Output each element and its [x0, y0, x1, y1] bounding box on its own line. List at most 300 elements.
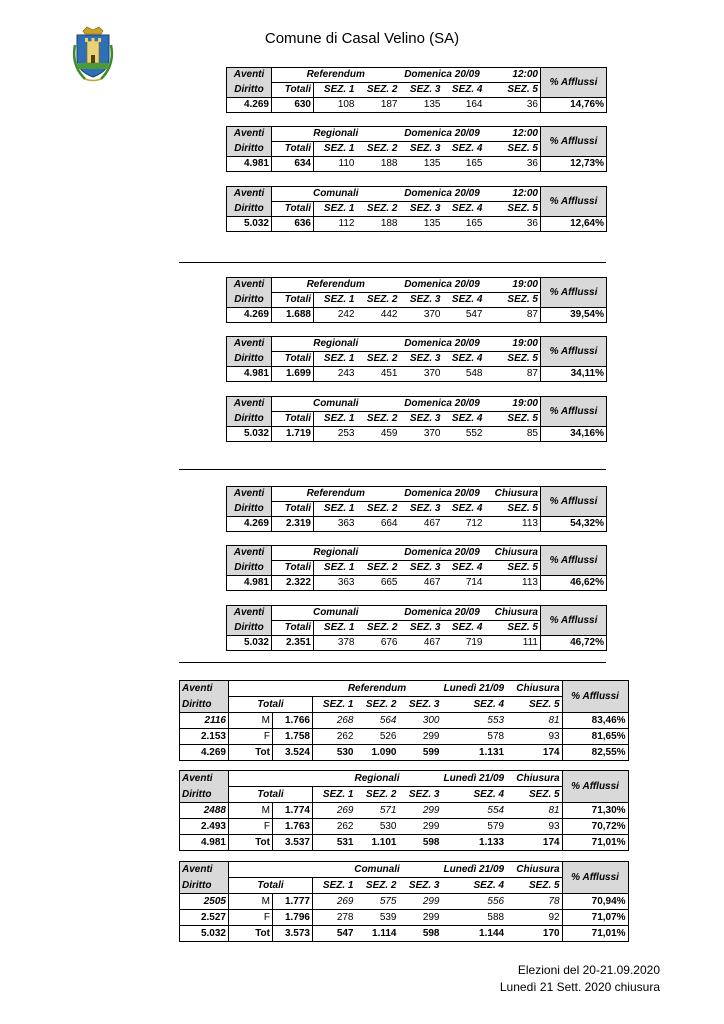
sez3-value: 300 [399, 713, 442, 729]
sez3-label: SEZ. 3 [400, 561, 443, 576]
sez1-value: 253 [314, 427, 357, 442]
aventi-value: 5.032 [227, 636, 272, 651]
total-row [180, 926, 629, 942]
sez4-label: SEZ. 4 [443, 293, 485, 308]
gender-label: M [229, 894, 273, 910]
sez4-label: SEZ. 4 [443, 83, 485, 98]
sez2-value: 187 [357, 98, 400, 113]
diritto-label: Diritto [227, 561, 272, 576]
aventi-value: 5.032 [227, 217, 272, 232]
sez4-value: 165 [443, 157, 485, 172]
totali-label: Totali [229, 787, 313, 803]
sez1-value: 268 [313, 713, 356, 729]
sez1-label: SEZ. 1 [314, 502, 357, 517]
sez3-value: 598 [399, 835, 442, 851]
sez1-value: 530 [313, 745, 356, 761]
afflussi-label: % Afflussi [541, 187, 607, 217]
diritto-label: Diritto [180, 697, 229, 713]
sez4-label: SEZ. 4 [442, 787, 507, 803]
sez1-value: 243 [314, 367, 357, 382]
aventi-label: Aventi [180, 681, 229, 697]
afflussi-value: 39,54% [541, 308, 607, 323]
afflussi-value: 82,55% [562, 745, 628, 761]
totali-label: Totali [272, 202, 314, 217]
sez4-value: 1.133 [442, 835, 507, 851]
sez4-label: SEZ. 4 [443, 621, 485, 636]
sez1-value: 547 [313, 926, 356, 942]
aventi-value: 2488 [180, 803, 229, 819]
sez1-value: 269 [313, 894, 356, 910]
diritto-label: Diritto [227, 142, 272, 157]
sez3-value: 370 [400, 427, 443, 442]
sez2-label: SEZ. 2 [356, 787, 399, 803]
totali-label: Totali [272, 83, 314, 98]
election-day: Domenica 20/09 [400, 68, 485, 83]
aventi-value: 2.527 [180, 910, 229, 926]
sez4-label: SEZ. 4 [443, 502, 485, 517]
time-label: 12:00 [485, 187, 541, 202]
sez5-value: 87 [485, 367, 541, 382]
afflussi-label: % Afflussi [562, 681, 628, 713]
sez1-value: 269 [313, 803, 356, 819]
sez3-label: SEZ. 3 [400, 293, 443, 308]
turnout-block [226, 67, 607, 113]
sez2-label: SEZ. 2 [356, 697, 399, 713]
totali-value: 2.351 [272, 636, 314, 651]
gender-label: M [229, 713, 273, 729]
election-day: Domenica 20/09 [400, 606, 485, 621]
totali-value: 3.573 [273, 926, 313, 942]
totali-label: Totali [272, 502, 314, 517]
sez3-label: SEZ. 3 [400, 142, 443, 157]
turnout-block [226, 186, 607, 232]
footer [500, 962, 660, 996]
aventi-value: 4.981 [227, 576, 272, 591]
aventi-value: 2.493 [180, 819, 229, 835]
sez2-value: 459 [357, 427, 400, 442]
totali-value: 1.774 [273, 803, 313, 819]
turnout-block [226, 396, 607, 442]
sez3-value: 370 [400, 367, 443, 382]
sez2-label: SEZ. 2 [357, 412, 400, 427]
afflussi-value: 83,46% [562, 713, 628, 729]
section-divider [179, 469, 606, 470]
aventi-label: Aventi [227, 68, 272, 83]
election-day: Domenica 20/09 [400, 337, 485, 352]
sez1-label: SEZ. 1 [314, 293, 357, 308]
sez2-value: 1.114 [356, 926, 399, 942]
sez2-value: 1.101 [356, 835, 399, 851]
sez1-value: 262 [313, 729, 356, 745]
afflussi-value: 81,65% [562, 729, 628, 745]
sez5-value: 78 [506, 894, 562, 910]
footer-report-time: Lunedì 21 Sett. 2020 chiusura [499, 980, 660, 994]
sez3-label: SEZ. 3 [399, 697, 442, 713]
sez4-value: 719 [443, 636, 485, 651]
afflussi-value: 14,76% [541, 98, 607, 113]
sez2-label: SEZ. 2 [357, 142, 400, 157]
totali-label: Totali [272, 412, 314, 427]
female-row [180, 819, 629, 835]
sez1-label: SEZ. 1 [313, 697, 356, 713]
election-type: Referendum [272, 68, 400, 83]
totali-label: Totali [272, 621, 314, 636]
sez5-value: 113 [485, 517, 541, 532]
time-label: 12:00 [485, 127, 541, 142]
totali-value: 1.719 [272, 427, 314, 442]
sez5-value: 93 [506, 819, 562, 835]
sez4-label: SEZ. 4 [442, 878, 507, 894]
aventi-label: Aventi [180, 771, 229, 787]
sez3-value: 135 [400, 157, 443, 172]
afflussi-value: 34,11% [541, 367, 607, 382]
female-row [180, 910, 629, 926]
diritto-label: Diritto [227, 202, 272, 217]
sez4-value: 1.144 [442, 926, 507, 942]
aventi-label: Aventi [227, 278, 272, 293]
diritto-label: Diritto [180, 787, 229, 803]
sez1-value: 242 [314, 308, 357, 323]
election-day: Lunedì 21/09 [442, 862, 507, 878]
sez2-value: 664 [357, 517, 400, 532]
sez3-label: SEZ. 3 [400, 502, 443, 517]
election-day: Domenica 20/09 [400, 546, 485, 561]
sez3-value: 467 [400, 636, 443, 651]
afflussi-label: % Afflussi [541, 337, 607, 367]
aventi-value: 4.269 [227, 98, 272, 113]
sez5-value: 87 [485, 308, 541, 323]
totali-label: Totali [229, 697, 313, 713]
aventi-value: 5.032 [180, 926, 229, 942]
aventi-label: Aventi [227, 187, 272, 202]
sez3-label: SEZ. 3 [400, 83, 443, 98]
turnout-block [226, 277, 607, 323]
election-type: Regionali [272, 546, 400, 561]
sez5-label: SEZ. 5 [485, 352, 541, 367]
turnout-block [226, 126, 607, 172]
sez2-label: SEZ. 2 [357, 83, 400, 98]
totali-value: 3.537 [273, 835, 313, 851]
total-row [180, 745, 629, 761]
sez5-value: 170 [506, 926, 562, 942]
time-label: Chiusura [506, 771, 562, 787]
sez2-label: SEZ. 2 [357, 561, 400, 576]
sez2-value: 676 [357, 636, 400, 651]
election-type: Comunali [272, 187, 400, 202]
sez4-label: SEZ. 4 [443, 561, 485, 576]
aventi-value: 4.269 [227, 308, 272, 323]
afflussi-label: % Afflussi [541, 397, 607, 427]
aventi-value: 5.032 [227, 427, 272, 442]
afflussi-value: 46,72% [541, 636, 607, 651]
male-row [180, 894, 629, 910]
sez4-value: 714 [443, 576, 485, 591]
sez1-label: SEZ. 1 [314, 83, 357, 98]
sez2-label: SEZ. 2 [357, 202, 400, 217]
sez5-label: SEZ. 5 [485, 83, 541, 98]
aventi-value: 2.153 [180, 729, 229, 745]
totali-value: 630 [272, 98, 314, 113]
election-day: Lunedì 21/09 [442, 681, 507, 697]
sez2-label: SEZ. 2 [356, 878, 399, 894]
election-day: Domenica 20/09 [400, 278, 485, 293]
diritto-label: Diritto [227, 412, 272, 427]
sez5-value: 174 [506, 835, 562, 851]
sez3-value: 135 [400, 98, 443, 113]
sez2-value: 188 [357, 217, 400, 232]
sez5-label: SEZ. 5 [485, 502, 541, 517]
sez1-value: 363 [314, 517, 357, 532]
turnout-block-gender [179, 861, 629, 942]
sez4-value: 554 [442, 803, 507, 819]
sez4-label: SEZ. 4 [442, 697, 507, 713]
sez2-label: SEZ. 2 [357, 502, 400, 517]
election-day: Domenica 20/09 [400, 127, 485, 142]
diritto-label: Diritto [227, 83, 272, 98]
sez3-label: SEZ. 3 [399, 878, 442, 894]
afflussi-value: 71,01% [562, 835, 628, 851]
afflussi-value: 46,62% [541, 576, 607, 591]
election-type: Regionali [272, 127, 400, 142]
gender-label: F [229, 910, 273, 926]
turnout-block-gender [179, 680, 629, 761]
sez4-value: 588 [442, 910, 507, 926]
aventi-value: 4.981 [180, 835, 229, 851]
totali-label: Totali [229, 878, 313, 894]
time-label: Chiusura [485, 487, 541, 502]
totali-label: Totali [272, 142, 314, 157]
election-day: Lunedì 21/09 [442, 771, 507, 787]
diritto-label: Diritto [227, 621, 272, 636]
sez5-value: 81 [506, 713, 562, 729]
aventi-value: 2505 [180, 894, 229, 910]
sez1-label: SEZ. 1 [313, 787, 356, 803]
afflussi-value: 12,73% [541, 157, 607, 172]
totali-label: Totali [272, 561, 314, 576]
aventi-label: Aventi [227, 337, 272, 352]
sez5-value: 93 [506, 729, 562, 745]
election-day: Domenica 20/09 [400, 397, 485, 412]
totali-value: 636 [272, 217, 314, 232]
aventi-value: 4.981 [227, 367, 272, 382]
gender-label: Tot [229, 926, 273, 942]
gender-label: Tot [229, 835, 273, 851]
diritto-label: Diritto [180, 878, 229, 894]
totali-value: 1.758 [273, 729, 313, 745]
sez5-value: 36 [485, 98, 541, 113]
afflussi-label: % Afflussi [541, 606, 607, 636]
sez4-value: 579 [442, 819, 507, 835]
sez4-value: 164 [443, 98, 485, 113]
sez1-label: SEZ. 1 [314, 561, 357, 576]
sez5-value: 111 [485, 636, 541, 651]
total-row [180, 835, 629, 851]
sez5-value: 113 [485, 576, 541, 591]
sez2-label: SEZ. 2 [357, 293, 400, 308]
aventi-label: Aventi [227, 127, 272, 142]
totali-value: 634 [272, 157, 314, 172]
aventi-value: 2116 [180, 713, 229, 729]
election-type: Comunali [313, 862, 442, 878]
sez5-label: SEZ. 5 [485, 202, 541, 217]
election-type: Regionali [272, 337, 400, 352]
election-type: Comunali [272, 397, 400, 412]
sez3-value: 299 [399, 729, 442, 745]
sez1-value: 108 [314, 98, 357, 113]
gender-label: F [229, 729, 273, 745]
sez5-value: 174 [506, 745, 562, 761]
afflussi-label: % Afflussi [541, 546, 607, 576]
gender-label: M [229, 803, 273, 819]
afflussi-value: 70,72% [562, 819, 628, 835]
sez4-value: 553 [442, 713, 507, 729]
sez5-value: 81 [506, 803, 562, 819]
sez5-label: SEZ. 5 [485, 142, 541, 157]
afflussi-value: 70,94% [562, 894, 628, 910]
aventi-label: Aventi [227, 397, 272, 412]
election-type: Regionali [313, 771, 442, 787]
sez1-label: SEZ. 1 [314, 202, 357, 217]
sez3-label: SEZ. 3 [400, 412, 443, 427]
sez5-value: 92 [506, 910, 562, 926]
totali-value: 1.688 [272, 308, 314, 323]
aventi-label: Aventi [227, 487, 272, 502]
sez2-value: 442 [357, 308, 400, 323]
sez4-label: SEZ. 4 [443, 142, 485, 157]
sez2-value: 564 [356, 713, 399, 729]
election-type: Referendum [313, 681, 442, 697]
sez2-value: 571 [356, 803, 399, 819]
sez5-label: SEZ. 5 [506, 878, 562, 894]
time-label: 19:00 [485, 337, 541, 352]
election-day: Domenica 20/09 [400, 187, 485, 202]
afflussi-value: 34,16% [541, 427, 607, 442]
turnout-block-gender [179, 770, 629, 851]
sez2-label: SEZ. 2 [357, 621, 400, 636]
sez4-label: SEZ. 4 [443, 202, 485, 217]
sez4-label: SEZ. 4 [443, 352, 485, 367]
afflussi-value: 71,01% [562, 926, 628, 942]
sez4-label: SEZ. 4 [443, 412, 485, 427]
sez5-label: SEZ. 5 [485, 293, 541, 308]
totali-label: Totali [272, 293, 314, 308]
sez3-value: 135 [400, 217, 443, 232]
sez3-label: SEZ. 3 [399, 787, 442, 803]
sez5-value: 36 [485, 157, 541, 172]
election-day: Domenica 20/09 [400, 487, 485, 502]
sez5-label: SEZ. 5 [485, 621, 541, 636]
totali-value: 1.763 [273, 819, 313, 835]
aventi-value: 4.269 [227, 517, 272, 532]
sez5-label: SEZ. 5 [485, 561, 541, 576]
sez3-value: 370 [400, 308, 443, 323]
time-label: Chiusura [485, 606, 541, 621]
gender-label: Tot [229, 745, 273, 761]
female-row [180, 729, 629, 745]
turnout-block [226, 545, 607, 591]
afflussi-label: % Afflussi [541, 68, 607, 98]
sez2-value: 575 [356, 894, 399, 910]
diritto-label: Diritto [227, 502, 272, 517]
sez2-value: 1.090 [356, 745, 399, 761]
sez3-label: SEZ. 3 [400, 202, 443, 217]
sez4-value: 712 [443, 517, 485, 532]
time-label: 19:00 [485, 397, 541, 412]
totali-value: 1.796 [273, 910, 313, 926]
afflussi-label: % Afflussi [562, 862, 628, 894]
totali-value: 1.699 [272, 367, 314, 382]
sez2-value: 451 [357, 367, 400, 382]
afflussi-label: % Afflussi [541, 487, 607, 517]
afflussi-label: % Afflussi [562, 771, 628, 803]
time-label: Chiusura [506, 862, 562, 878]
afflussi-value: 12,64% [541, 217, 607, 232]
sez4-value: 556 [442, 894, 507, 910]
sez5-label: SEZ. 5 [485, 412, 541, 427]
sez3-value: 299 [399, 819, 442, 835]
turnout-block [226, 336, 607, 382]
sez3-value: 299 [399, 910, 442, 926]
sez1-value: 262 [313, 819, 356, 835]
election-type: Referendum [272, 278, 400, 293]
sez1-label: SEZ. 1 [313, 878, 356, 894]
totali-value: 1.777 [273, 894, 313, 910]
section-divider [179, 262, 606, 263]
sez1-label: SEZ. 1 [314, 142, 357, 157]
sez1-value: 363 [314, 576, 357, 591]
sez4-value: 552 [443, 427, 485, 442]
time-label: 12:00 [485, 68, 541, 83]
aventi-label: Aventi [180, 862, 229, 878]
sez3-value: 299 [399, 803, 442, 819]
sez5-value: 85 [485, 427, 541, 442]
sez3-value: 467 [400, 576, 443, 591]
sez4-value: 165 [443, 217, 485, 232]
sez3-value: 467 [400, 517, 443, 532]
sez2-value: 665 [357, 576, 400, 591]
totali-value: 2.319 [272, 517, 314, 532]
time-label: Chiusura [506, 681, 562, 697]
afflussi-label: % Afflussi [541, 127, 607, 157]
sez1-label: SEZ. 1 [314, 352, 357, 367]
sez1-value: 378 [314, 636, 357, 651]
sez4-value: 548 [443, 367, 485, 382]
sez2-value: 526 [356, 729, 399, 745]
sez3-label: SEZ. 3 [400, 621, 443, 636]
sez1-value: 278 [313, 910, 356, 926]
totali-value: 2.322 [272, 576, 314, 591]
afflussi-label: % Afflussi [541, 278, 607, 308]
sez4-value: 547 [443, 308, 485, 323]
diritto-label: Diritto [227, 352, 272, 367]
sez5-label: SEZ. 5 [506, 697, 562, 713]
footer-election-dates: Elezioni del 20-21.09.2020 [517, 963, 660, 977]
male-row [180, 803, 629, 819]
turnout-block [226, 486, 607, 532]
sez2-value: 530 [356, 819, 399, 835]
afflussi-value: 54,32% [541, 517, 607, 532]
section-divider [179, 662, 606, 663]
totali-label: Totali [272, 352, 314, 367]
sez5-value: 36 [485, 217, 541, 232]
totali-value: 3.524 [273, 745, 313, 761]
afflussi-value: 71,30% [562, 803, 628, 819]
sez3-value: 299 [399, 894, 442, 910]
sez1-value: 112 [314, 217, 357, 232]
sez4-value: 1.131 [442, 745, 507, 761]
aventi-label: Aventi [227, 546, 272, 561]
sez1-label: SEZ. 1 [314, 621, 357, 636]
